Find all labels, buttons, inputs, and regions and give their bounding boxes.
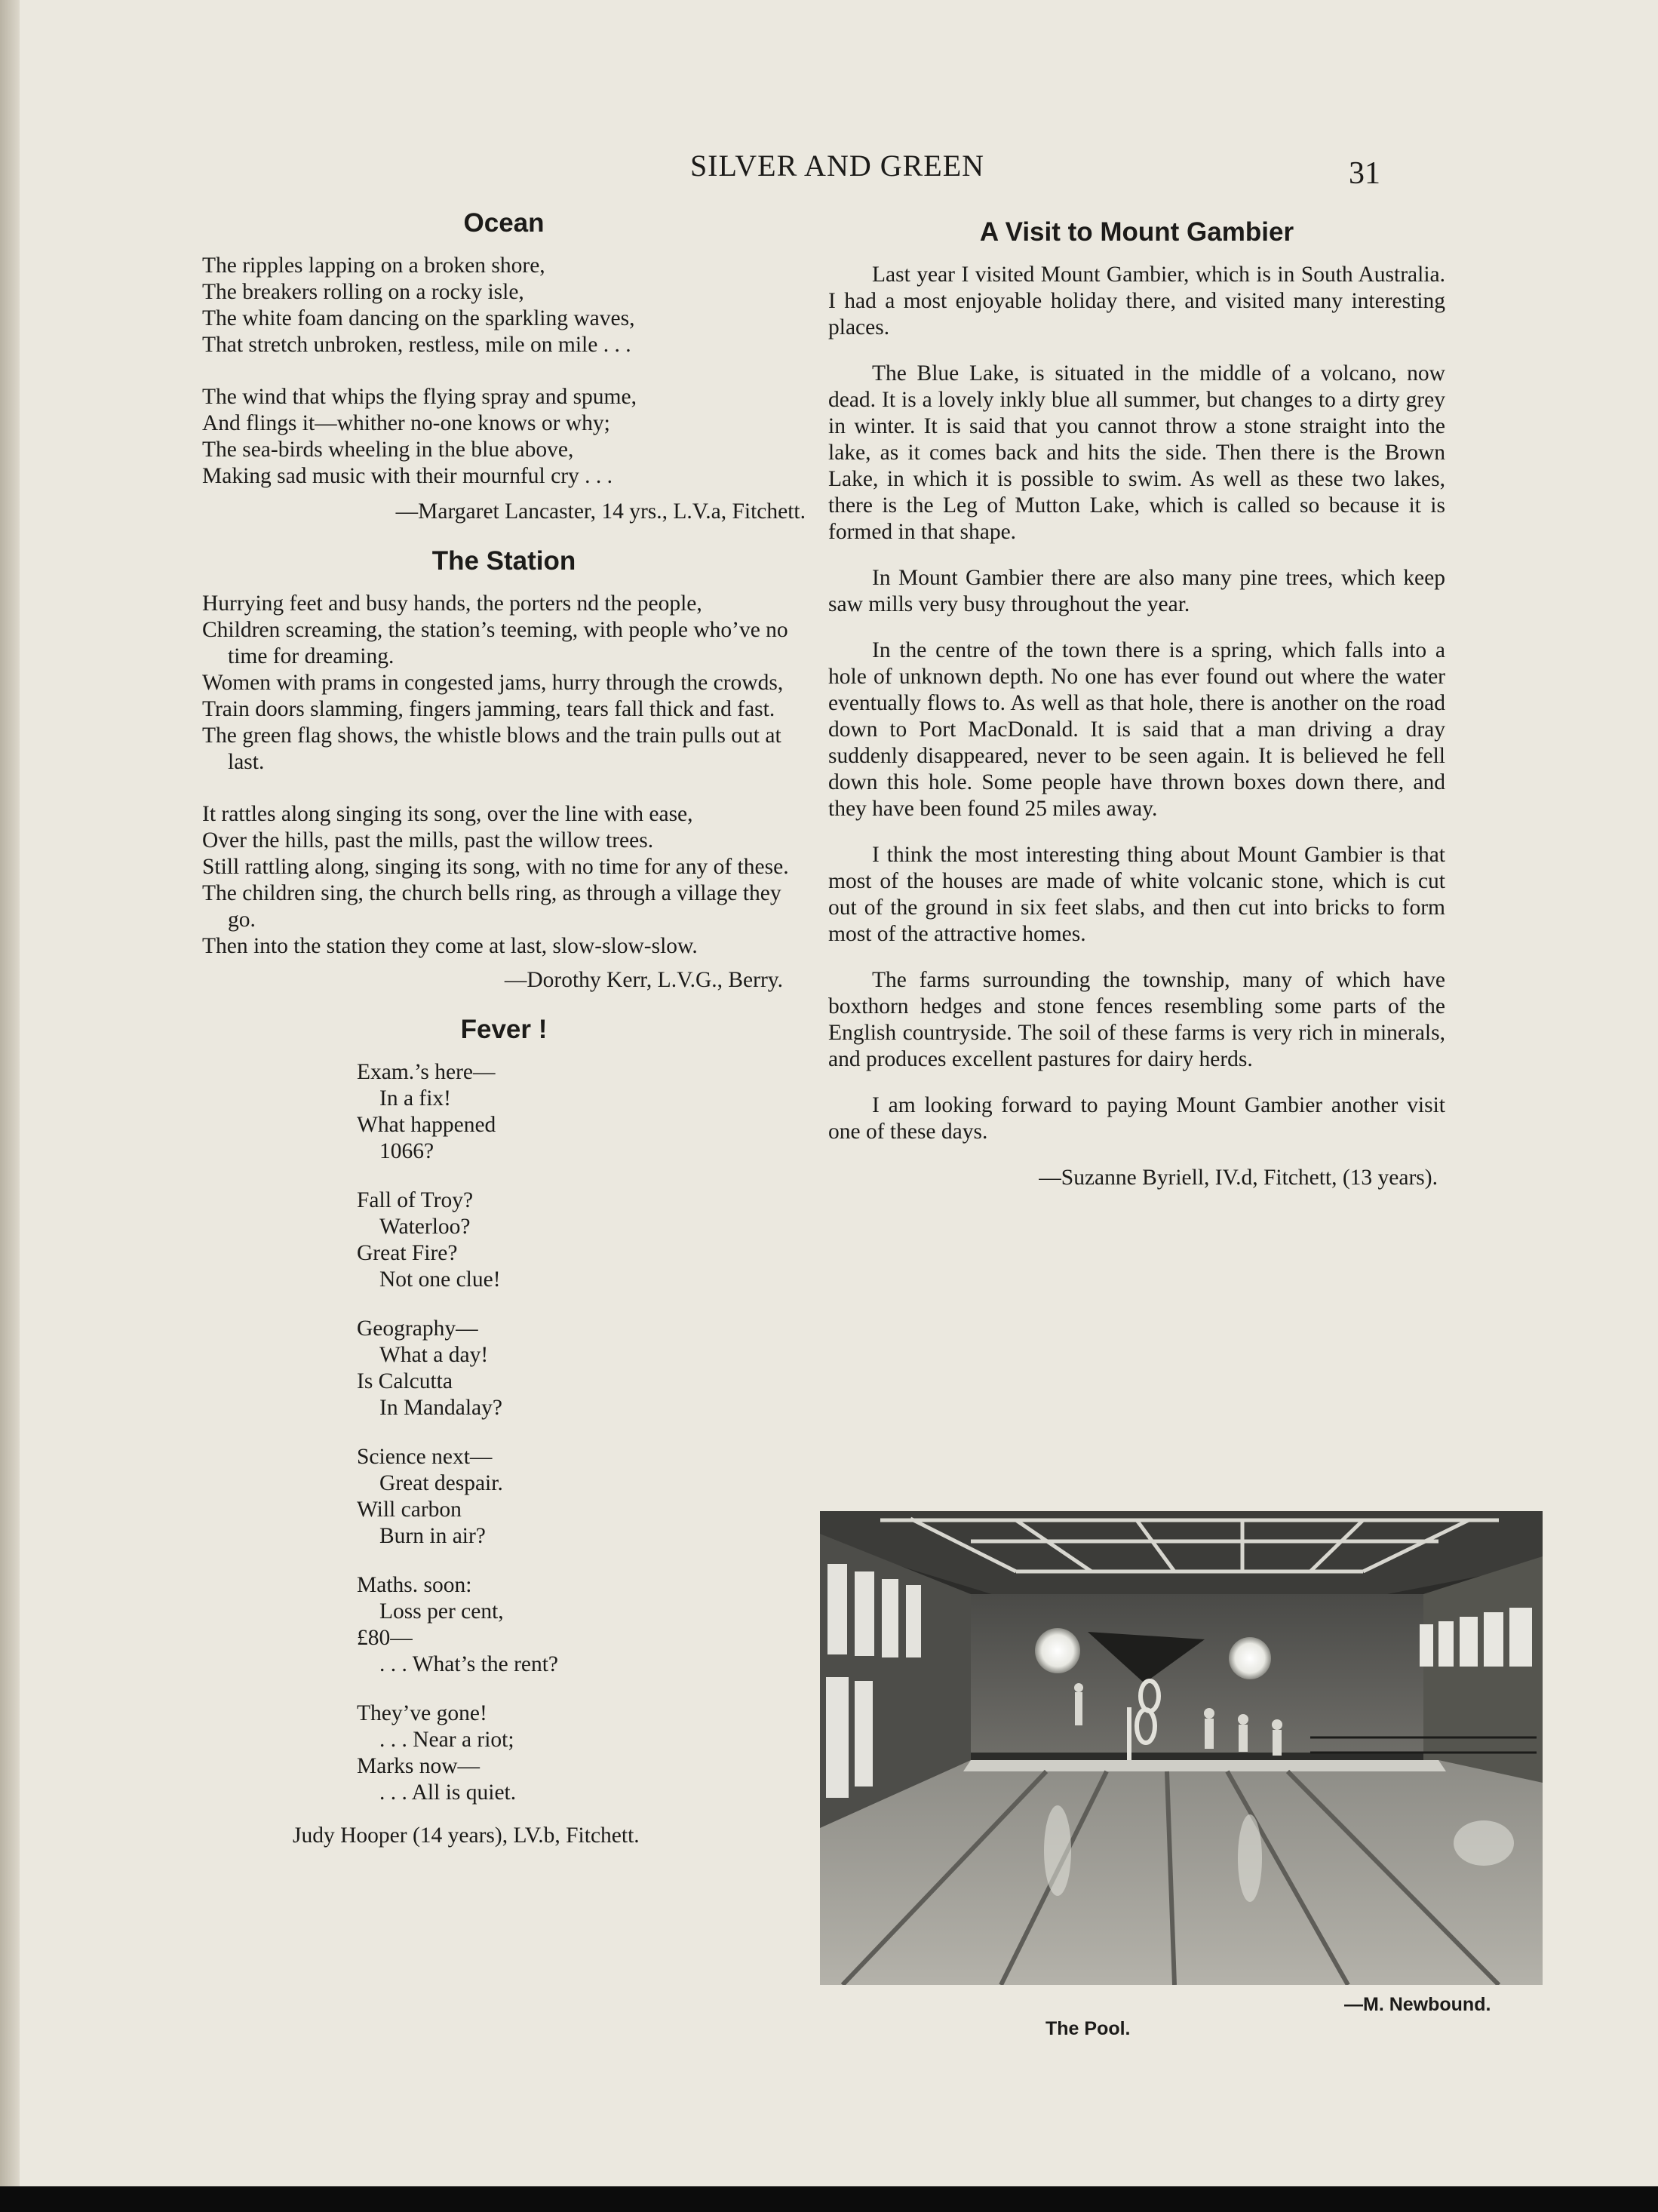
stanza (357, 1444, 806, 1550)
poem-line: Children screaming, the station’s teeming, with people who’ve no time for dreaming. (202, 618, 788, 668)
poem-line: Then into the station they come at last, slow-slow-slow. (202, 934, 698, 958)
page-number: 31 (1349, 156, 1380, 191)
poem-line: Great despair. (379, 1471, 503, 1495)
poem-line: Burn in air? (379, 1524, 486, 1548)
fever-body (357, 1059, 806, 1806)
left-column (202, 210, 806, 1849)
poem-line: Train doors slamming, fingers jamming, tears fall thick and fast. (202, 697, 775, 721)
byline: —Suzanne Byriell, IV.d, Fitchett, (13 years). (1039, 1166, 1438, 1190)
poem-line: The green flag shows, the whistle blows and the train pulls out at last. (202, 724, 781, 774)
article-paragraph: In the centre of the town there is a spring, which falls into a hole of unknown depth. No one has ever found out where the water eventually flows to. As well as that hole, there is another on the road down to Port MacDonald. It is said that a man driving a dray suddenly disappeared, never to be seen again. It is believed he fell down this hole. Some people have thrown boxes down there, and they have been found 25 miles away. (828, 638, 1445, 821)
poem-line: Marks now— (357, 1754, 481, 1778)
article-paragraph: The farms surrounding the township, many of which have boxthorn hedges and stone fences resembling some parts of the English countryside. The soil of these farms is very rich in minerals, and produces excellent pastures for dairy herds. (828, 968, 1445, 1071)
poem-line: Still rattling along, singing its song, with no time for any of these. (202, 855, 789, 879)
poem-line: Hurrying feet and busy hands, the porters nd the people, (202, 591, 702, 616)
poem-fever (202, 1016, 806, 1849)
poem-line: That stretch unbroken, restless, mile on mile . . . (202, 333, 631, 357)
poem-title-fever: Fever ! (460, 1015, 548, 1044)
poem-station (202, 548, 806, 994)
poem-line: Not one clue! (379, 1267, 501, 1292)
poem-line: Maths. soon: (357, 1573, 472, 1597)
stanza (202, 801, 806, 960)
article-paragraph: I think the most interesting thing about Mount Gambier is that most of the houses are made of white volcanic stone, which is cut out of the ground in six feet slabs, and then cut into bricks to form most of the attractive homes. (828, 843, 1445, 946)
article-mount-gambier (828, 219, 1445, 1191)
poem-title-ocean: Ocean (463, 208, 545, 238)
stanza (202, 253, 806, 358)
article-title: A Visit to Mount Gambier (979, 217, 1294, 247)
poem-line: Exam.’s here— (357, 1060, 496, 1084)
right-column (828, 219, 1445, 1214)
poem-ocean (202, 210, 806, 525)
poem-line: . . . Near a riot; (379, 1728, 514, 1752)
poem-line: £80— (357, 1626, 413, 1650)
poem-line: Science next— (357, 1445, 493, 1469)
poem-title-station: The Station (431, 546, 576, 576)
scan-bottom-edge (0, 2186, 1658, 2212)
byline: Judy Hooper (14 years), LV.b, Fitchett. (293, 1823, 640, 1848)
article-paragraph: In Mount Gambier there are also many pine trees, which keep saw mills very busy throughout the year. (828, 566, 1445, 616)
pool-photograph (820, 1511, 1543, 1985)
poem-line: Waterloo? (379, 1215, 471, 1239)
poem-line: The white foam dancing on the sparkling waves, (202, 306, 635, 330)
poem-line: It rattles along singing its song, over the line with ease, (202, 802, 693, 826)
poem-line: What happened (357, 1113, 496, 1137)
stanza (357, 1059, 806, 1165)
stanza (202, 384, 806, 490)
article-paragraph: The Blue Lake, is situated in the middle of a volcano, now dead. It is a lovely inkly blue all summer, but changes to a dirty grey in winter. It is said that you cannot throw a stone straight into the lake, as it comes back and hits the side. Then there is the Brown Lake, in which it is possible to swim. As well as these two lakes, there is the Leg of Mutton Lake, which is called so because it is formed in that shape. (828, 361, 1445, 544)
poem-line: Women with prams in congested jams, hurry through the crowds, (202, 671, 784, 695)
poem-line: . . . What’s the rent? (379, 1652, 559, 1676)
photo-credit: —M. Newbound. (1344, 1994, 1491, 2015)
poem-line: Making sad music with their mournful cry . . . (202, 464, 613, 488)
stanza (357, 1187, 806, 1293)
byline: —Dorothy Kerr, L.V.G., Berry. (504, 968, 783, 992)
pool-photo-illustration (820, 1511, 1543, 1985)
poem-line: Fall of Troy? (357, 1188, 474, 1212)
photo-caption: The Pool. (1045, 2018, 1131, 2039)
stanza (357, 1316, 806, 1421)
poem-line: What a day! (379, 1343, 489, 1367)
running-title: SILVER AND GREEN (689, 149, 985, 183)
stanza (202, 591, 806, 776)
poem-line: Over the hills, past the mills, past the willow trees. (202, 828, 654, 853)
article-paragraph: I am looking forward to paying Mount Gambier another visit one of these days. (828, 1093, 1445, 1144)
byline: —Margaret Lancaster, 14 yrs., L.V.a, Fitchett. (395, 499, 806, 524)
poem-line: In a fix! (379, 1086, 452, 1111)
stanza (357, 1572, 806, 1678)
poem-line: The wind that whips the flying spray and spume, (202, 385, 637, 409)
article-paragraph: Last year I visited Mount Gambier, which is in South Australia. I had a most enjoyable holiday there, and visited many interesting places. (828, 263, 1445, 339)
poem-line: Loss per cent, (379, 1599, 504, 1624)
poem-line: Will carbon (357, 1498, 462, 1522)
poem-line: The children sing, the church bells ring, as through a village they go. (202, 881, 781, 932)
poem-line: Geography— (357, 1316, 478, 1341)
stanza (357, 1700, 806, 1806)
poem-line: And flings it—whither no-one knows or why; (202, 411, 610, 435)
poem-line: Great Fire? (357, 1241, 458, 1265)
poem-line: The sea-birds wheeling in the blue above, (202, 438, 574, 462)
poem-line: 1066? (379, 1139, 434, 1163)
binding-shadow (0, 0, 20, 2212)
poem-line: They’ve gone! (357, 1701, 487, 1725)
poem-line: Is Calcutta (357, 1369, 453, 1393)
poem-line: In Mandalay? (379, 1396, 502, 1420)
poem-line: . . . All is quiet. (379, 1780, 517, 1805)
poem-line: The ripples lapping on a broken shore, (202, 253, 545, 278)
poem-line: The breakers rolling on a rocky isle, (202, 280, 524, 304)
